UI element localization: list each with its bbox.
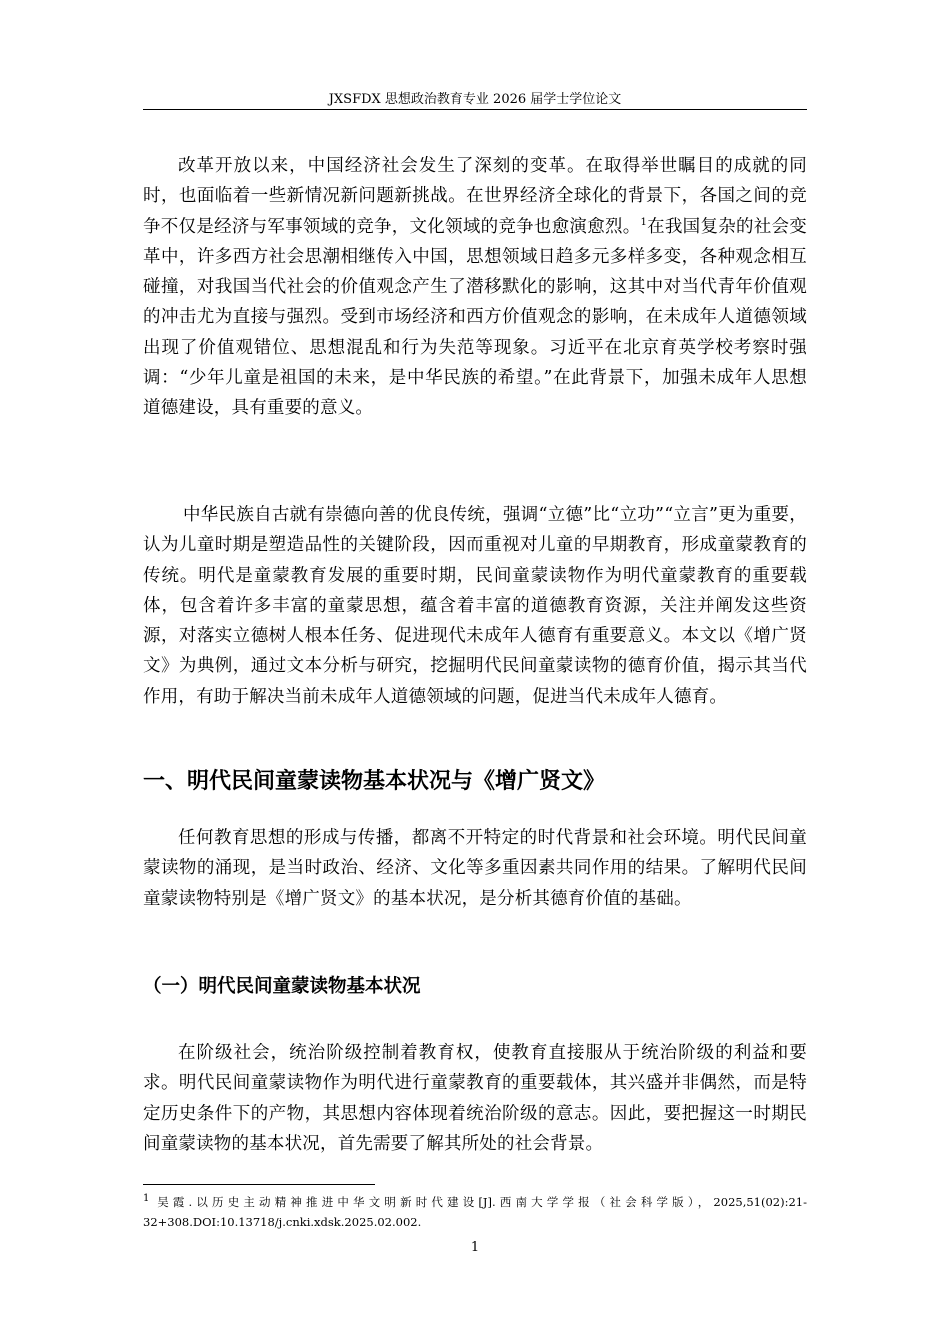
section-1-paragraph: 任何教育思想的形成与传播，都离不开特定的时代背景和社会环境。明代民间童蒙读物的涌现，是当时政治、经济、文化等多重因素共同作用的结果。了解明代民间童蒙读物特别是《增广贤文》的基本状况，是分析其德育价值的基础。 xyxy=(143,828,807,909)
footnote-rule xyxy=(143,1184,375,1185)
running-header: JXSFDX 思想政治教育专业 2026 届学士学位论文 xyxy=(328,92,622,107)
footnote xyxy=(143,1192,807,1232)
footnote-text: 吴霞.以历史主动精神推进中华文明新时代建设[J].西南大学学报（社会科学版），2025,51(02):21-32+308.DOI:10.13718/j.cnki.xdsk.2025.02.002. xyxy=(143,1195,807,1229)
page-number: 1 xyxy=(470,1240,480,1255)
intro-paragraph-2: 中华民族自古就有崇德向善的优良传统，强调“立德”比“立功”“立言”更为重要，认为儿童时期是塑造品性的关键阶段，因而重视对儿童的早期教育，形成童蒙教育的传统。明代是童蒙教育发展的重要时期，民间童蒙读物作为明代童蒙教育的重要载体，包含着许多丰富的童蒙思想，蕴含着丰富的道德教育资源，关注并阐发这些资源，对落实立德树人根本任务、促进现代未成年人德育有重要意义。本文以《增广贤文》为典例，通过文本分析与研究，挖掘明代民间童蒙读物的德育价值，揭示其当代作用，有助于解决当前未成年人道德领域的问题，促进当代未成年人德育。 xyxy=(143,505,807,707)
header-rule xyxy=(143,109,807,110)
subsection-1-paragraph: 在阶级社会，统治阶级控制着教育权，使教育直接服从于统治阶级的利益和要求。明代民间童蒙读物作为明代进行童蒙教育的重要载体，其兴盛并非偶然，而是特定历史条件下的产物，其思想内容体现着统治阶级的意志。因此，要把握这一时期民间童蒙读物的基本状况，首先需要了解其所处的社会背景。 xyxy=(143,1043,807,1154)
footnote-marker: 1 xyxy=(143,1193,150,1205)
intro-paragraph-1-part1: 改革开放以来，中国经济社会发生了深刻的变革。在取得举世瞩目的成就的同时，也面临着一些新情况新问题新挑战。在世界经济全球化的背景下，各国之间的竞争不仅是经济与军事领域的竞争，文化领域的竞争也愈演愈烈。 xyxy=(143,156,807,237)
footnote-reference[interactable]: 1 xyxy=(640,216,648,228)
intro-paragraph-1-part2: 在我国复杂的社会变革中，许多西方社会思潮相继传入中国，思想领域日趋多元多样多变，各种观念相互碰撞，对我国当代社会的价值观念产生了潜移默化的影响，这其中对当代青年价值观的冲击尤为直接与强烈。受到市场经济和西方价值观念的影响，在未成年人道德领域出现了价值观错位、思想混乱和行为失范等现象。习近平在北京育英学校考察时强调：“少年儿童是祖国的未来，是中华民族的希望。”在此背景下，加强未成年人思想道德建设，具有重要的意义。 xyxy=(143,216,807,419)
subsection-heading-1: （一）明代民间童蒙读物基本状况 xyxy=(143,976,421,997)
intro-paragraph-1 xyxy=(143,151,807,424)
section-heading-1: 一、明代民间童蒙读物基本状况与《增广贤文》 xyxy=(143,769,606,794)
